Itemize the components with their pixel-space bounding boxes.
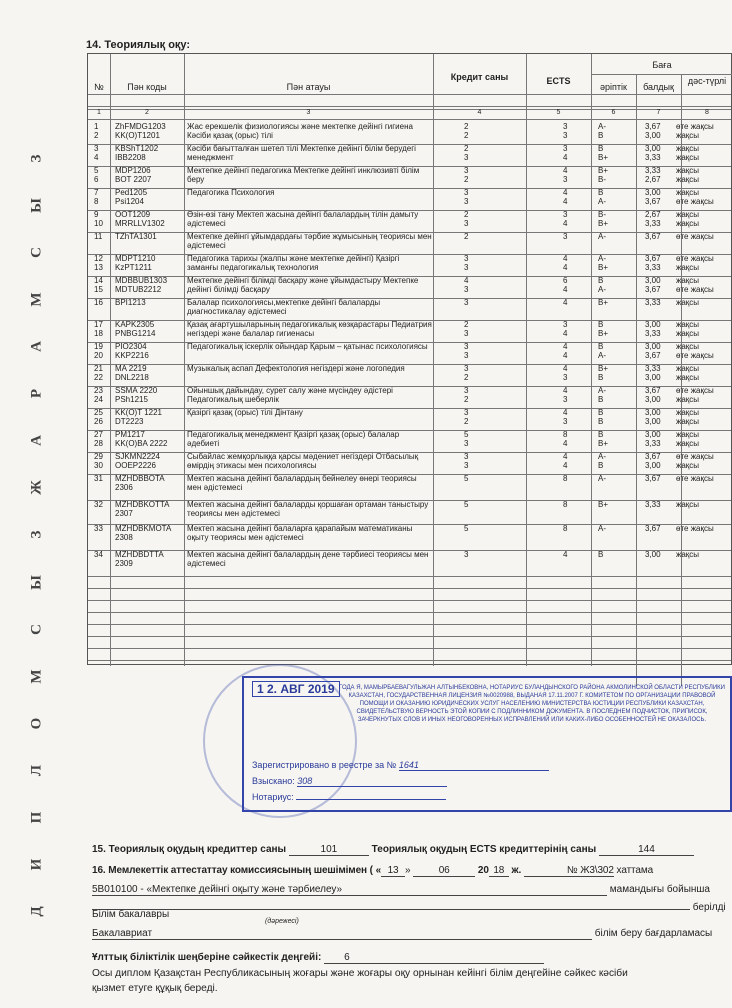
- cell-let: A-: [598, 524, 606, 533]
- degree-hint: (дәрежесі): [265, 918, 299, 925]
- cell-let: B: [598, 550, 604, 559]
- side-letter: С: [28, 247, 45, 259]
- cell-ects: 4 3: [563, 166, 568, 184]
- cell-code: MZHDBKOTTA 2307: [115, 500, 170, 518]
- cell-let: B A-: [598, 188, 606, 206]
- cell-trad: жақсы: [676, 500, 700, 509]
- cell-code: TZhTA1301: [115, 232, 157, 241]
- cell-pts: 3,33: [645, 298, 661, 307]
- side-letter: З: [28, 531, 45, 539]
- cell-trad: жақсы өте жақсы: [676, 342, 714, 360]
- cell-ects: 8: [563, 474, 568, 483]
- table-row: [88, 386, 731, 408]
- cell-ects: 4 3: [563, 408, 568, 426]
- cell-pts: 2,67 3,33: [645, 210, 661, 228]
- cell-name: Жас ерекшелік физиологиясы және мектепке дейінгі гигиена Кәсіби қазақ (орыс) тілі: [187, 122, 413, 140]
- cell-cr: 3 2: [464, 166, 469, 184]
- cell-no: 23 24: [94, 386, 103, 404]
- cell-cr: 5 3: [464, 430, 469, 448]
- cell-cr: 2 2: [464, 122, 469, 140]
- section-title: 14. Теориялық оқу:: [86, 39, 191, 51]
- cell-trad: жақсы жақсы: [676, 430, 700, 448]
- cell-no: 21 22: [94, 364, 103, 382]
- cell-pts: 3,33: [645, 500, 661, 509]
- side-letter: П: [28, 811, 45, 824]
- cell-let: A- B+: [598, 254, 609, 272]
- cell-let: B+: [598, 500, 609, 509]
- cell-no: 5 6: [94, 166, 99, 184]
- table-row: [88, 474, 731, 500]
- level-line: Ұлттық біліктілік шеңберіне сәйкестік деңгейі: 6: [92, 952, 544, 964]
- cell-ects: 3 4: [563, 144, 568, 162]
- cell-no: 33: [94, 524, 103, 533]
- cell-code: KK(O)T 1221 DT2223: [115, 408, 162, 426]
- cell-no: 16: [94, 298, 103, 307]
- cell-let: A- B: [598, 452, 606, 470]
- cell-ects: 4 4: [563, 342, 568, 360]
- cell-pts: 3,67: [645, 232, 661, 241]
- cell-cr: 3 3: [464, 254, 469, 272]
- cell-let: B B: [598, 408, 604, 426]
- table-row: [88, 342, 731, 364]
- cell-ects: 8: [563, 500, 568, 509]
- side-letter: М: [28, 669, 45, 684]
- cell-trad: жақсы: [676, 550, 700, 559]
- cell-code: KAPK2305 PNBG1214: [115, 320, 156, 338]
- cell-trad: жақсы жақсы: [676, 210, 700, 228]
- header-grade: Баға: [652, 60, 672, 70]
- cell-cr: 3 3: [464, 342, 469, 360]
- cell-trad: жақсы өте жақсы: [676, 276, 714, 294]
- side-letter: А: [28, 341, 45, 353]
- grades-table: [87, 53, 732, 665]
- cell-cr: 2 3: [464, 210, 469, 228]
- cell-pts: 3,00: [645, 550, 661, 559]
- cell-ects: 3 4: [563, 320, 568, 338]
- cell-cr: 3: [464, 550, 469, 559]
- cell-let: B+ B-: [598, 166, 609, 184]
- cell-name: Педагогика Психология: [187, 188, 275, 197]
- cell-no: 17 18: [94, 320, 103, 338]
- cell-code: SJKMN2224 OOEP2226: [115, 452, 160, 470]
- cell-name: Мектеп жасына дейінгі балалардың дене тәрбиесі теориясы мен әдістемесі: [187, 550, 429, 568]
- cell-no: 11: [94, 232, 103, 241]
- cell-let: B- B+: [598, 210, 609, 228]
- table-row: [88, 320, 731, 342]
- header-ects: ECTS: [546, 76, 571, 86]
- header-code: Пән коды: [127, 82, 167, 92]
- table-row: [88, 254, 731, 276]
- cell-ects: 4: [563, 298, 568, 307]
- cell-cr: 5: [464, 500, 469, 509]
- cell-pts: 3,00 3,33: [645, 430, 661, 448]
- side-letter: Ы: [28, 198, 45, 213]
- cell-ects: 3 4: [563, 210, 568, 228]
- side-letter: Ж: [28, 480, 45, 496]
- cell-pts: 3,67: [645, 474, 661, 483]
- cell-no: 12 13: [94, 254, 103, 272]
- cell-code: MZHDBDTTA 2309: [115, 550, 164, 568]
- program-line: Бакалавриат білім беру бағдарламасы: [92, 928, 713, 939]
- cell-code: Ped1205 Psi1204: [115, 188, 148, 206]
- cell-pts: 3,33 3,00: [645, 364, 661, 382]
- cell-name: Қазақ ағартушыларының педагогикалық көзқарастары Педиатрия негіздері және балалар гигиенасы: [187, 320, 432, 338]
- cell-pts: 3,00 3,67: [645, 342, 661, 360]
- cell-pts: 3,67 3,00: [645, 386, 661, 404]
- cell-name: Өзін-өзі тану Мектеп жасына дейінгі балалардың тілін дамыту әдістемесі: [187, 210, 419, 228]
- cell-no: 7 8: [94, 188, 99, 206]
- cell-let: A-: [598, 232, 606, 241]
- cell-code: MDBBUB1303 MDTUB2212: [115, 276, 168, 294]
- cell-name: Педагогикалық менеджмент Қазіргі қазақ (орыс) балалар әдебиеті: [187, 430, 400, 448]
- cell-name: Кәсіби бағытталған шетел тілі Мектепке дейінгі білім берудегі менеджмент: [187, 144, 416, 162]
- cell-name: Мектепке дейінгі педагогика Мектепке дейінгі инклюзивті білім беру: [187, 166, 420, 184]
- commission-line: 16. Мемлекеттік аттестаттау комиссиясының шешімімен ( « 13 » 06 20 18 ж. № Ж3\302 хаттама: [92, 865, 654, 876]
- cell-cr: 2 3: [464, 320, 469, 338]
- table-row: [88, 452, 731, 474]
- cell-trad: жақсы жақсы: [676, 166, 700, 184]
- cell-pts: 3,67 3,33: [645, 254, 661, 272]
- cell-trad: жақсы жақсы: [676, 408, 700, 426]
- col-num-7: 7: [656, 109, 661, 116]
- side-letter: О: [28, 717, 45, 730]
- cell-let: A-: [598, 474, 606, 483]
- table-row: [88, 144, 731, 166]
- table-row: [88, 232, 731, 254]
- table-row: [88, 524, 731, 550]
- cell-ects: 4: [563, 550, 568, 559]
- cell-pts: 3,67 3,00: [645, 452, 661, 470]
- cell-let: A- B: [598, 386, 606, 404]
- given-line: берілді: [92, 902, 726, 913]
- cell-pts: 3,00 3,33: [645, 144, 661, 162]
- cell-let: B B+: [598, 430, 609, 448]
- cell-pts: 3,00 3,67: [645, 188, 661, 206]
- side-letter: И: [28, 858, 45, 871]
- cell-let: B+ B: [598, 364, 609, 382]
- cell-cr: 4 3: [464, 276, 469, 294]
- cell-name: Мектепке дейінгі ұйымдардағы тәрбие жұмысының теориясы мен әдістемесі: [187, 232, 432, 250]
- cell-ects: 8: [563, 524, 568, 533]
- cell-ects: 3 3: [563, 122, 568, 140]
- cell-cr: 3 2: [464, 408, 469, 426]
- header-no: №: [94, 82, 104, 92]
- cell-name: Мектеп жасына дейінгі балаларды қоршаған ортаман таныстыру теориясы мен әдістемесі: [187, 500, 429, 518]
- stamp-date: 1 2. АВГ 2019: [252, 681, 340, 697]
- cell-cr: 3: [464, 298, 469, 307]
- side-letter: Ы: [28, 574, 45, 590]
- side-letter: М: [28, 292, 45, 307]
- stamp-text: ГОДА Я, МАМЫРБАЕВАГУЛЬЖАН АЛТЫНБЕКОВНА, НОТАРИУС БУЛАНДЫНСКОГО РАЙОНА АКМОЛИНСКОЙ ОБЛАСТИ РЕСПУБЛИКИ КАЗАХСТАН, ГОСУДАРСТВЕННАЯ ЛИЦЕНЗИЯ №0020988, ВЫДАНАЯ 17.11.2007 Г. КОМИТЕТОМ ПО ОРГАНИЗАЦИИ ПРАВОВОЙ ПОМОЩИ И ОКАЗАНИЮ ЮРИДИЧЕСКИХ УСЛУГ НАСЕЛЕНИЮ МИНИСТЕРСТВА ЮСТИЦИИ РЕСПУБЛИКИ КАЗАХСТАН, СВИДЕТЕЛЬСТВУЮ ВЕРНОСТЬ ЭТОЙ КОПИИ С ПОДЛИННИКОМ ДОКУМЕНТА. В ПОСЛЕДНЕМ ПОДЧИСТОК, ПРИПИСОК, ЗАЧЕРКНУТЫХ СЛОВ И ИНЫХ НЕОГОВОРЕННЫХ ИСПРАВЛЕНИЙ ИЛИ КАКИХ-ЛИБО ОСОБЕННОСТЕЙ НЕ ОКАЗАЛОСЬ.: [339, 685, 725, 723]
- cell-trad: өте жақсы жақсы: [676, 386, 714, 404]
- cell-let: A- B: [598, 122, 606, 140]
- cell-no: 9 10: [94, 210, 103, 228]
- cell-no: 14 15: [94, 276, 103, 294]
- cell-trad: өте жақсы: [676, 232, 714, 241]
- cell-no: 29 30: [94, 452, 103, 470]
- cell-no: 25 26: [94, 408, 103, 426]
- cell-no: 27 28: [94, 430, 103, 448]
- cell-trad: өте жақсы: [676, 474, 714, 483]
- cell-trad: жақсы жақсы: [676, 144, 700, 162]
- cell-trad: жақсы өте жақсы: [676, 188, 714, 206]
- cell-ects: 6 4: [563, 276, 568, 294]
- cell-name: Музыкалық аспап Дефектология негіздері және логопедия: [187, 364, 405, 373]
- cell-ects: 4 3: [563, 386, 568, 404]
- cell-ects: 3: [563, 232, 568, 241]
- col-num-6: 6: [611, 109, 616, 116]
- cell-code: PIO2304 KKP2216: [115, 342, 149, 360]
- cell-code: OOT1209 MRRLLV1302: [115, 210, 165, 228]
- cell-cr: 5: [464, 524, 469, 533]
- cell-ects: 8 4: [563, 430, 568, 448]
- cell-cr: 3 2: [464, 386, 469, 404]
- cell-let: B A-: [598, 276, 606, 294]
- vertical-diploma-caption: [22, 150, 72, 980]
- cell-name: Ойыншық дайындау, сурет салу және мүсіндеу әдістері Педагогикалық шеберлік: [187, 386, 393, 404]
- note-line-1: Осы диплом Қазақстан Республикасының жоғары және жоғары оқу орнынан кейінгі білім деңгейіне сәйкес кәсіби: [92, 968, 628, 979]
- cell-pts: 3,00 3,33: [645, 320, 661, 338]
- cell-no: 31: [94, 474, 103, 483]
- cell-no: 1 2: [94, 122, 99, 140]
- cell-name: Мектеп жасына дейінгі балалардың бейнелеу өнері теориясы мен әдістемесі: [187, 474, 417, 492]
- side-letter: Р: [28, 389, 45, 399]
- header-points: балдық: [643, 82, 674, 92]
- cell-code: MA 2219 DNL2218: [115, 364, 149, 382]
- cell-trad: өте жақсы жақсы: [676, 452, 714, 470]
- cell-trad: өте жақсы жақсы: [676, 122, 714, 140]
- cell-pts: 3,67 3,00: [645, 122, 661, 140]
- table-row: [88, 408, 731, 430]
- side-letter: А: [28, 435, 45, 447]
- cell-name: Сыбайлас жемқорлыққа қарсы мәдениет негіздері Отбасылық өмірдің этикасы мен психологиясы: [187, 452, 419, 470]
- cell-ects: 4 4: [563, 254, 568, 272]
- table-row: [88, 500, 731, 524]
- cell-name: Мектеп жасына дейінгі балаларға қарапайым математиканы оқыту теориясы мен әдістемесі: [187, 524, 413, 542]
- side-letter: Д: [28, 906, 45, 917]
- note-line-2: қызмет етуге құқық береді.: [92, 983, 218, 994]
- cell-pts: 3,00 3,67: [645, 276, 661, 294]
- table-row: [88, 550, 731, 576]
- cell-cr: 2 3: [464, 144, 469, 162]
- cell-let: B B+: [598, 320, 609, 338]
- cell-pts: 3,33 2,67: [645, 166, 661, 184]
- cell-code: KBShT1202 IBB2208: [115, 144, 159, 162]
- credits-line: 15. Теориялық оқудың кредиттер саны 101 Теориялық оқудың ECTS кредиттерінің саны 144: [92, 844, 694, 856]
- cell-cr: 3 3: [464, 188, 469, 206]
- col-num-1: 1: [97, 109, 101, 116]
- cell-name: Педагогика тарихы (жалпы және мектепке дейінгі) Қазіргі заманғы педагогикалық технология: [187, 254, 400, 272]
- stamp-charged: Взыскано: 308: [252, 776, 447, 787]
- cell-name: Педагогикалық іскерлік ойындар Қарым – қатынас психологиясы: [187, 342, 428, 351]
- cell-pts: 3,00 3,00: [645, 408, 661, 426]
- cell-cr: 5: [464, 474, 469, 483]
- col-num-4: 4: [477, 109, 482, 116]
- header-traditional: дәс-түрлі: [687, 76, 727, 86]
- cell-code: MZHDBKMOTA 2308: [115, 524, 172, 542]
- header-letter: әріптік: [600, 82, 627, 92]
- cell-ects: 4 4: [563, 188, 568, 206]
- cell-code: BPI1213: [115, 298, 146, 307]
- cell-code: PM1217 KK(O)BA 2222: [115, 430, 168, 448]
- table-row: [88, 188, 731, 210]
- degree-line: Білім бакалавры: [92, 909, 170, 920]
- header-name: Пән атауы: [286, 82, 331, 92]
- cell-code: MZHDBBOTA 2306: [115, 474, 165, 492]
- cell-name: Мектепке дейінгі білімді басқару және ұйымдастыру Мектепке дейінгі білімді басқару: [187, 276, 419, 294]
- cell-ects: 4 4: [563, 452, 568, 470]
- table-row: [88, 166, 731, 188]
- side-letter: С: [28, 623, 45, 635]
- cell-cr: 3 3: [464, 452, 469, 470]
- table-row: [88, 122, 731, 144]
- cell-cr: 3 2: [464, 364, 469, 382]
- cell-code: MDP1206 BOT 2207: [115, 166, 152, 184]
- side-letter: З: [28, 154, 45, 163]
- cell-code: MDPT1210 KzPT1211: [115, 254, 156, 272]
- cell-code: SSMA 2220 PSh1215: [115, 386, 158, 404]
- col-num-3: 3: [306, 109, 311, 116]
- cell-trad: жақсы жақсы: [676, 364, 700, 382]
- cell-code: ZhFMDG1203 KK(O)T1201: [115, 122, 166, 140]
- cell-trad: жақсы жақсы: [676, 320, 700, 338]
- specialty-line: 5В010100 - «Мектепке дейінгі оқыту және тәрбиелеу» мамандығы бойынша: [92, 884, 710, 895]
- cell-no: 19 20: [94, 342, 103, 360]
- cell-cr: 2: [464, 232, 469, 241]
- cell-let: B A-: [598, 342, 606, 360]
- cell-no: 32: [94, 500, 103, 509]
- table-row: [88, 430, 731, 452]
- cell-trad: өте жақсы: [676, 524, 714, 533]
- stamp-notary: Нотариус:: [252, 792, 446, 802]
- table-row: [88, 210, 731, 232]
- table-row: [88, 364, 731, 386]
- cell-no: 34: [94, 550, 103, 559]
- cell-ects: 4 3: [563, 364, 568, 382]
- table-row: [88, 276, 731, 298]
- col-num-2: 2: [145, 109, 149, 116]
- side-letter: Л: [28, 764, 45, 776]
- cell-trad: жақсы: [676, 298, 700, 307]
- cell-let: B B+: [598, 144, 609, 162]
- cell-trad: өте жақсы жақсы: [676, 254, 714, 272]
- col-num-8: 8: [705, 109, 709, 116]
- table-row: [88, 298, 731, 320]
- cell-pts: 3,67: [645, 524, 661, 533]
- cell-let: B+: [598, 298, 609, 307]
- cell-name: Қазіргі қазақ (орыс) тілі Дінтану: [187, 408, 303, 417]
- stamp-registered: Зарегистрировано в реестре за № 1641: [252, 760, 549, 771]
- notary-stamp: [242, 676, 732, 812]
- cell-name: Балалар психологиясы,мектепке дейінгі балаларды диагностикалау әдістемесі: [187, 298, 381, 316]
- header-credits: Кредит саны: [450, 72, 509, 82]
- col-num-5: 5: [556, 109, 561, 116]
- cell-no: 3 4: [94, 144, 99, 162]
